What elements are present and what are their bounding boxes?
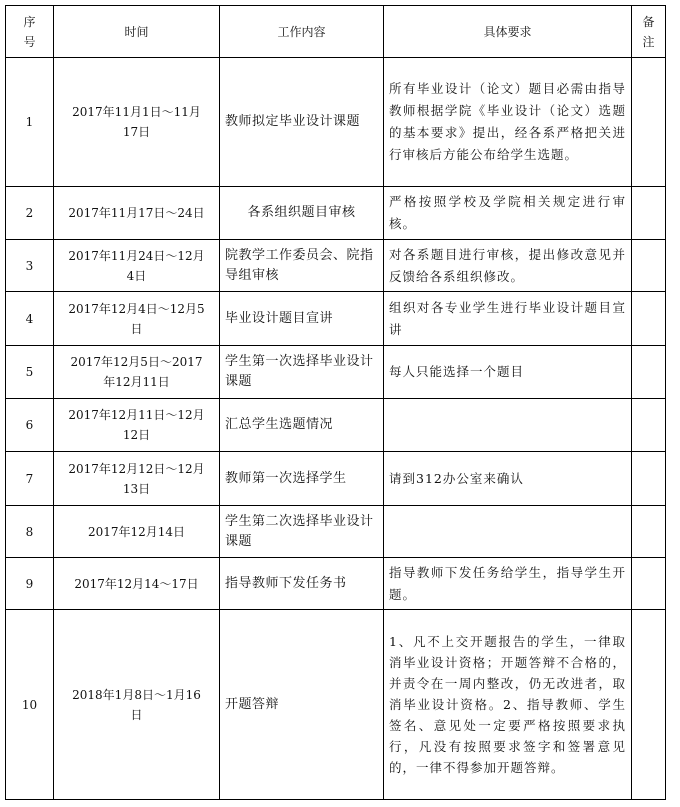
row-number: 2: [6, 187, 54, 240]
row-work: 汇总学生选题情况: [220, 399, 384, 452]
table-row: [6, 240, 666, 292]
row-time: 2017年12月14～17日: [54, 558, 220, 610]
table-row: [6, 452, 666, 506]
row-requirements: 指导教师下发任务给学生，指导学生开题。: [384, 558, 632, 610]
row-note: [632, 610, 666, 800]
row-note: [632, 452, 666, 506]
row-time: 2017年11月1日～11月17日: [54, 58, 220, 187]
row-number: 8: [6, 506, 54, 558]
row-requirements: 每人只能选择一个题目: [384, 346, 632, 399]
row-time: 2017年12月5日～2017年12月11日: [54, 346, 220, 399]
schedule-table: [5, 5, 666, 800]
row-time: 2017年12月14日: [54, 506, 220, 558]
table-row: [6, 610, 666, 800]
header-work: 工作内容: [220, 6, 384, 58]
row-note: [632, 558, 666, 610]
row-work: 开题答辩: [220, 610, 384, 800]
row-requirements: [384, 506, 632, 558]
row-work: 学生第二次选择毕业设计课题: [220, 506, 384, 558]
table-row: [6, 58, 666, 187]
row-note: [632, 346, 666, 399]
row-note: [632, 58, 666, 187]
row-requirements: 请到312办公室来确认: [384, 452, 632, 506]
row-time: 2017年11月24日～12月4日: [54, 240, 220, 292]
row-time: 2017年12月4日～12月5日: [54, 292, 220, 346]
header-time: 时间: [54, 6, 220, 58]
table-row: [6, 506, 666, 558]
row-time: 2017年12月12日～12月13日: [54, 452, 220, 506]
row-work: 教师第一次选择学生: [220, 452, 384, 506]
header-note: 备 注: [632, 6, 666, 58]
header-row: [6, 6, 666, 58]
row-number: 10: [6, 610, 54, 800]
row-number: 6: [6, 399, 54, 452]
row-requirements: [384, 399, 632, 452]
row-number: 9: [6, 558, 54, 610]
table-row: [6, 558, 666, 610]
row-note: [632, 506, 666, 558]
row-time: 2017年12月11日～12月12日: [54, 399, 220, 452]
row-work: 院教学工作委员会、院指导组审核: [220, 240, 384, 292]
header-no: 序 号: [6, 6, 54, 58]
row-number: 5: [6, 346, 54, 399]
row-number: 1: [6, 58, 54, 187]
row-number: 7: [6, 452, 54, 506]
row-requirements: 严格按照学校及学院相关规定进行审核。: [384, 187, 632, 240]
row-work: 指导教师下发任务书: [220, 558, 384, 610]
row-work: 学生第一次选择毕业设计课题: [220, 346, 384, 399]
table-row: [6, 346, 666, 399]
row-note: [632, 240, 666, 292]
table-row: [6, 399, 666, 452]
row-requirements: 对各系题目进行审核，提出修改意见并反馈给各系组织修改。: [384, 240, 632, 292]
row-requirements: 所有毕业设计（论文）题目必需由指导教师根据学院《毕业设计（论文）选题的基本要求》提出，经各系严格把关进行审核后方能公布给学生选题。: [384, 58, 632, 187]
row-time: 2018年1月8日～1月16日: [54, 610, 220, 800]
header-requirements: 具体要求: [384, 6, 632, 58]
row-work: 毕业设计题目宣讲: [220, 292, 384, 346]
row-note: [632, 187, 666, 240]
row-number: 3: [6, 240, 54, 292]
row-note: [632, 292, 666, 346]
row-note: [632, 399, 666, 452]
row-requirements: 组织对各专业学生进行毕业设计题目宣讲: [384, 292, 632, 346]
table-row: [6, 187, 666, 240]
row-work: 各系组织题目审核: [220, 187, 384, 240]
row-number: 4: [6, 292, 54, 346]
row-time: 2017年11月17日～24日: [54, 187, 220, 240]
row-requirements: 1、凡不上交开题报告的学生，一律取消毕业设计资格；开题答辩不合格的，并责令在一周内整改，仍无改进者，取消毕业设计资格。2、指导教师、学生签名、意见处一定要严格按照要求执行，凡没有按照要求签字和签署意见的，一律不得参加开题答辩。: [384, 610, 632, 800]
row-work: 教师拟定毕业设计课题: [220, 58, 384, 187]
table-row: [6, 292, 666, 346]
